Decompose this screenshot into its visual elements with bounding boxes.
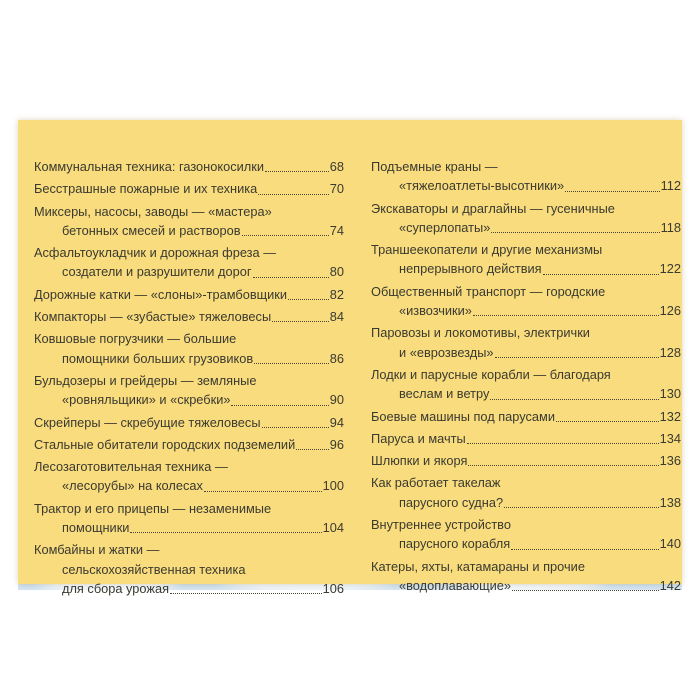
dot-leader [543, 274, 659, 275]
dot-leader [468, 465, 658, 466]
toc-entry-line [371, 259, 681, 278]
toc-entry-line [371, 343, 681, 362]
toc-entry-title: «суперлопаты» [399, 219, 491, 235]
toc-entry-line [371, 199, 681, 218]
toc-page-number: 130 [659, 386, 681, 402]
toc-entry [371, 323, 681, 362]
dot-leader [130, 532, 321, 533]
toc-entry-line [34, 476, 344, 495]
dot-leader [272, 321, 329, 322]
toc-entry-title: Скрейперы — скребущие тяжеловесы [34, 414, 261, 430]
toc-page-number: 74 [329, 222, 344, 238]
toc-entry-title: Внутреннее устройство [371, 517, 511, 533]
toc-entry-title: Подъемные краны — [371, 159, 498, 174]
toc-entry-line [371, 240, 681, 259]
toc-page-number: 104 [322, 520, 344, 536]
toc-entry-line [371, 176, 681, 195]
toc-entry [34, 499, 344, 538]
toc-entry-line [34, 457, 344, 476]
toc-entry [371, 199, 681, 238]
toc-page-number: 106 [322, 580, 344, 596]
toc-entry-line [371, 365, 681, 384]
toc-entry-title: парусного корабля [399, 536, 511, 552]
toc-entry-line [34, 435, 344, 454]
toc-page-number: 132 [659, 408, 681, 424]
toc-page-number: 86 [329, 350, 344, 366]
toc-entry [34, 179, 344, 198]
toc-entry-line [371, 157, 681, 176]
toc-page [18, 120, 682, 596]
toc-page-number: 142 [659, 577, 681, 593]
toc-entry-line [34, 413, 344, 432]
dot-leader [204, 491, 322, 492]
toc-page-number: 90 [329, 392, 344, 408]
toc-entry-line [34, 499, 344, 518]
toc-entry-line [34, 540, 344, 559]
dot-leader [504, 507, 659, 508]
toc-entry-line [34, 179, 344, 198]
toc-page-number: 100 [322, 478, 344, 494]
toc-entry [34, 413, 344, 432]
dot-leader [565, 191, 659, 192]
dot-leader [467, 443, 659, 444]
toc-page-number: 112 [660, 178, 681, 194]
dot-leader [490, 399, 658, 400]
toc-entry [34, 307, 344, 326]
toc-entry [34, 285, 344, 304]
toc-entry-title: для сбора урожая [62, 580, 170, 596]
toc-entry-line [371, 429, 681, 448]
toc-entry-line [34, 243, 344, 262]
toc-entry-title: Экскаваторы и драглайны — гусеничные [371, 200, 615, 216]
toc-entry [371, 282, 681, 321]
dot-leader [265, 171, 329, 172]
toc-entry-title: и «еврозвезды» [399, 344, 494, 360]
toc-entry [34, 371, 344, 410]
toc-entry-title: парусного судна? [399, 494, 504, 510]
toc-entry [34, 435, 344, 454]
toc-entry-line [371, 576, 681, 595]
toc-entry-title: Ковшовые погрузчики — большие [34, 331, 237, 347]
dot-leader [258, 194, 329, 195]
toc-entry-title: Бесстрашные пожарные и их техника [34, 181, 258, 197]
toc-entry-title: Общественный транспорт — городские [371, 283, 606, 299]
toc-entry-title: Бульдозеры и грейдеры — земляные [34, 372, 257, 388]
toc-entry-line [371, 493, 681, 512]
toc-column-left [34, 157, 344, 601]
dot-leader [170, 593, 322, 594]
toc-entry-title: помощники больших грузовиков [62, 350, 254, 366]
toc-page-number: 96 [329, 436, 344, 452]
toc-entry-line [34, 157, 344, 176]
toc-entry-line [371, 451, 681, 470]
toc-entry-line [371, 384, 681, 403]
toc-page-number: 136 [659, 453, 681, 469]
dot-leader [473, 315, 659, 316]
toc-entry-title: Траншеекопатели и другие механизмы [371, 242, 603, 258]
toc-entry-title: Паруса и мачты [371, 430, 466, 446]
toc-page-number: 84 [329, 309, 344, 325]
toc-page-number: 68 [329, 159, 344, 174]
toc-entry-line [371, 301, 681, 320]
toc-entry-line [371, 218, 681, 237]
toc-entry-line [34, 560, 344, 579]
toc-entry-title: Стальные обитатели городских подземелий [34, 436, 296, 452]
toc-entry-title: «тяжелоатлеты-высотники» [399, 178, 565, 194]
toc-entry [371, 515, 681, 554]
toc-entry-title: Трактор и его прицепы — незаменимые [34, 500, 272, 516]
toc-entry-title: веслам и ветру [399, 386, 490, 402]
toc-entry-line [34, 329, 344, 348]
toc-entry-line [371, 407, 681, 426]
toc-entry [34, 457, 344, 496]
toc-entry-title: Миксеры, насосы, заводы — «мастера» [34, 203, 272, 219]
toc-entry-title: Как работает такелаж [371, 475, 501, 491]
dot-leader [511, 549, 658, 550]
toc-entry-title: непрерывного действия [399, 261, 542, 277]
toc-entry-title: «водоплавающие» [399, 577, 511, 593]
toc-page-number: 82 [329, 286, 344, 302]
toc-entry-line [34, 262, 344, 281]
toc-entry [34, 157, 344, 176]
dot-leader [288, 299, 329, 300]
toc-entry-title: Асфальтоукладчик и дорожная фреза — [34, 245, 276, 261]
toc-page-number: 80 [329, 264, 344, 280]
toc-entry-title: Боевые машины под парусами [371, 408, 555, 424]
toc-entry-line [34, 579, 344, 598]
toc-entry-title: «извозчики» [399, 303, 472, 319]
toc-entry-line [34, 390, 344, 409]
dot-leader [253, 277, 329, 278]
toc-entry [34, 243, 344, 282]
toc-entry [34, 329, 344, 368]
toc-entry-line [34, 202, 344, 221]
toc-entry-line [371, 557, 681, 576]
toc-entry [371, 451, 681, 470]
toc-entry-line [34, 371, 344, 390]
dot-leader [262, 427, 329, 428]
toc-entry-title: бетонных смесей и растворов [62, 222, 241, 238]
toc-page-number: 94 [329, 414, 344, 430]
toc-entry-title: Лесозаготовительная техника — [34, 459, 228, 475]
toc-entry-line [34, 518, 344, 537]
dot-leader [512, 590, 659, 591]
toc-page-number: 118 [660, 219, 681, 235]
toc-entry-title: Лодки и парусные корабли — благодаря [371, 366, 611, 382]
dot-leader [556, 421, 659, 422]
toc-entry-line [34, 285, 344, 304]
toc-page-number: 122 [659, 261, 681, 277]
toc-entry [371, 407, 681, 426]
toc-entry [371, 240, 681, 279]
dot-leader [495, 357, 659, 358]
toc-entry-title: «лесорубы» на колесах [62, 478, 203, 494]
toc-entry-line [34, 349, 344, 368]
toc-entry-title: Дорожные катки — «слоны»-трамбовщики [34, 286, 288, 302]
toc-entry-title: Коммунальная техника: газонокосилки [34, 159, 264, 174]
toc-entry [371, 365, 681, 404]
toc-page-number: 128 [659, 344, 681, 360]
toc-entry-line [371, 473, 681, 492]
toc-entry-title: Компакторы — «зубастые» тяжеловесы [34, 309, 272, 325]
toc-page-number: 70 [329, 181, 344, 197]
toc-entry [34, 202, 344, 241]
dot-leader [254, 363, 329, 364]
dot-leader [242, 235, 329, 236]
toc-page-number: 138 [659, 494, 681, 510]
toc-entry [371, 557, 681, 596]
dot-leader [491, 232, 659, 233]
toc-entry-title: Комбайны и жатки — [34, 542, 160, 558]
toc-entry-line [371, 323, 681, 342]
toc-page-number: 140 [659, 536, 681, 552]
toc-entry-line [371, 515, 681, 534]
dot-leader [231, 405, 328, 406]
toc-entry-line [371, 534, 681, 553]
toc-entry-line [34, 221, 344, 240]
toc-entry-title: Шлюпки и якоря [371, 453, 468, 469]
toc-page-number: 126 [659, 303, 681, 319]
toc-entry [371, 473, 681, 512]
toc-entry-title: помощники [62, 520, 130, 536]
toc-entry [34, 540, 344, 598]
toc-entry [371, 429, 681, 448]
toc-entry-line [34, 307, 344, 326]
toc-entry-title: Катеры, яхты, катамараны и прочие [371, 558, 585, 574]
toc-entry [371, 157, 681, 196]
toc-column-right [371, 157, 681, 598]
dot-leader [296, 449, 329, 450]
toc-entry-line [371, 282, 681, 301]
toc-entry-title: создатели и разрушители дорог [62, 264, 252, 280]
toc-entry-title: сельскохозяйственная техника [62, 561, 246, 577]
toc-entry-title: «ровняльщики» и «скребки» [62, 392, 231, 408]
toc-page-number: 134 [659, 430, 681, 446]
toc-entry-title: Паровозы и локомотивы, электрички [371, 325, 590, 341]
